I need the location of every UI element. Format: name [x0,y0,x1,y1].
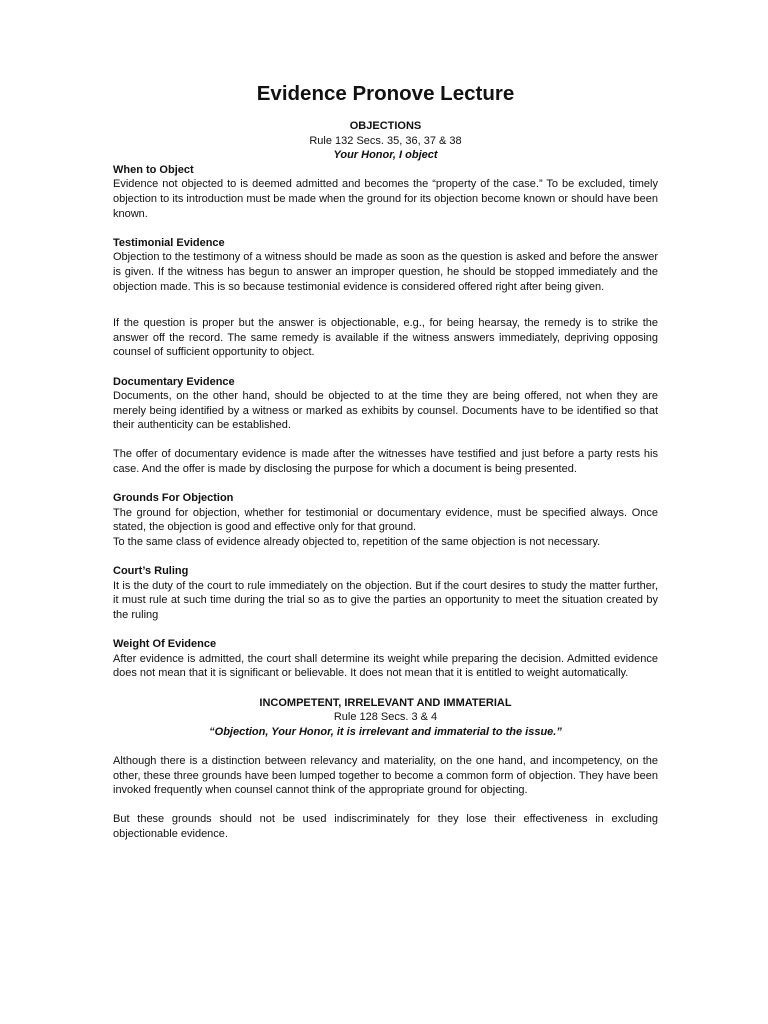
testimonial-evidence-paragraph-1: Objection to the testimony of a witness should be made as soon as the question is asked and before the answer is given. If the witness has begun to answer an improper question, he should be stopped immediately and the objection made. This is so because testimonial evidence is considered offered right after being given. [113,251,658,293]
grounds-for-objection-paragraph-2: To the same class of evidence already objected to, repetition of the same objection is not necessary. [113,536,601,549]
incompetent-paragraph-1: Although there is a distinction between relevancy and materiality, on the one hand, and incompetency, on the other, these three grounds have been lumped together to become a common form of objection. They have been invoked frequently when counsel cannot think of the appropriate ground for objecting. [113,754,658,797]
objections-quote: Your Honor, I object [333,149,438,162]
weight-of-evidence-paragraph: After evidence is admitted, the court shall determine its weight while preparing the decision. Admitted evidence does not mean that it is significant or believable. It does not mean that it is entitled to weight automatically. [113,652,658,680]
objections-header [113,119,658,163]
incompetent-rule: Rule 128 Secs. 3 & 4 [333,711,438,724]
incompetent-quote: “Objection, Your Honor, it is irrelevant and immaterial to the issue.” [209,725,562,738]
grounds-for-objection-paragraph-1: The ground for objection, whether for testimonial or documentary evidence, must be specified always. Once stated, the objection is good and effective only for that ground. [113,506,658,534]
incompetent-paragraph-2: But these grounds should not be used indiscriminately for they lose their effectiveness in excluding objectionable evidence. [113,813,658,840]
incompetent-heading: INCOMPETENT, IRRELEVANT AND IMMATERIAL [259,696,512,709]
document-content [113,80,658,842]
testimonial-evidence-heading: Testimonial Evidence [113,236,225,249]
objections-rule: Rule 132 Secs. 35, 36, 37 & 38 [309,134,462,147]
weight-of-evidence-heading: Weight Of Evidence [113,638,217,651]
when-to-object-heading: When to Object [113,163,194,176]
when-to-object-paragraph: Evidence not objected to is deemed admitted and becomes the “property of the case.” To be excluded, timely objection to its introduction must be made when the ground for its objection become known or should have been known. [113,178,658,220]
grounds-for-objection-heading: Grounds For Objection [113,492,234,505]
objections-heading: OBJECTIONS [349,120,422,132]
testimonial-evidence-paragraph-2: If the question is proper but the answer is objectionable, e.g., for being hearsay, the remedy is to strike the answer off the record. The same remedy is available if the witness answers immediately, depriving opposing counsel of sufficient opportunity to object. [113,317,658,359]
incompetent-header [113,696,658,740]
documentary-evidence-paragraph-1: Documents, on the other hand, should be objected to at the time they are being offered, not when they are merely being identified by a witness or marked as exhibits by counsel. Documents have to be identified so that their authenticity can be established. [113,390,658,432]
documentary-evidence-heading: Documentary Evidence [113,375,235,388]
courts-ruling-heading: Court’s Ruling [113,565,189,578]
documentary-evidence-paragraph-2: The offer of documentary evidence is made after the witnesses have testified and just before a party rests his case. And the offer is made by disclosing the purpose for which a document is being presented. [113,448,658,476]
document-title: Evidence Pronove Lecture [256,82,515,105]
courts-ruling-paragraph: It is the duty of the court to rule immediately on the objection. But if the court desires to study the matter further, it must rule at such time during the trial so as to give the parties an opportunity to meet the situation created by the ruling [113,579,658,621]
